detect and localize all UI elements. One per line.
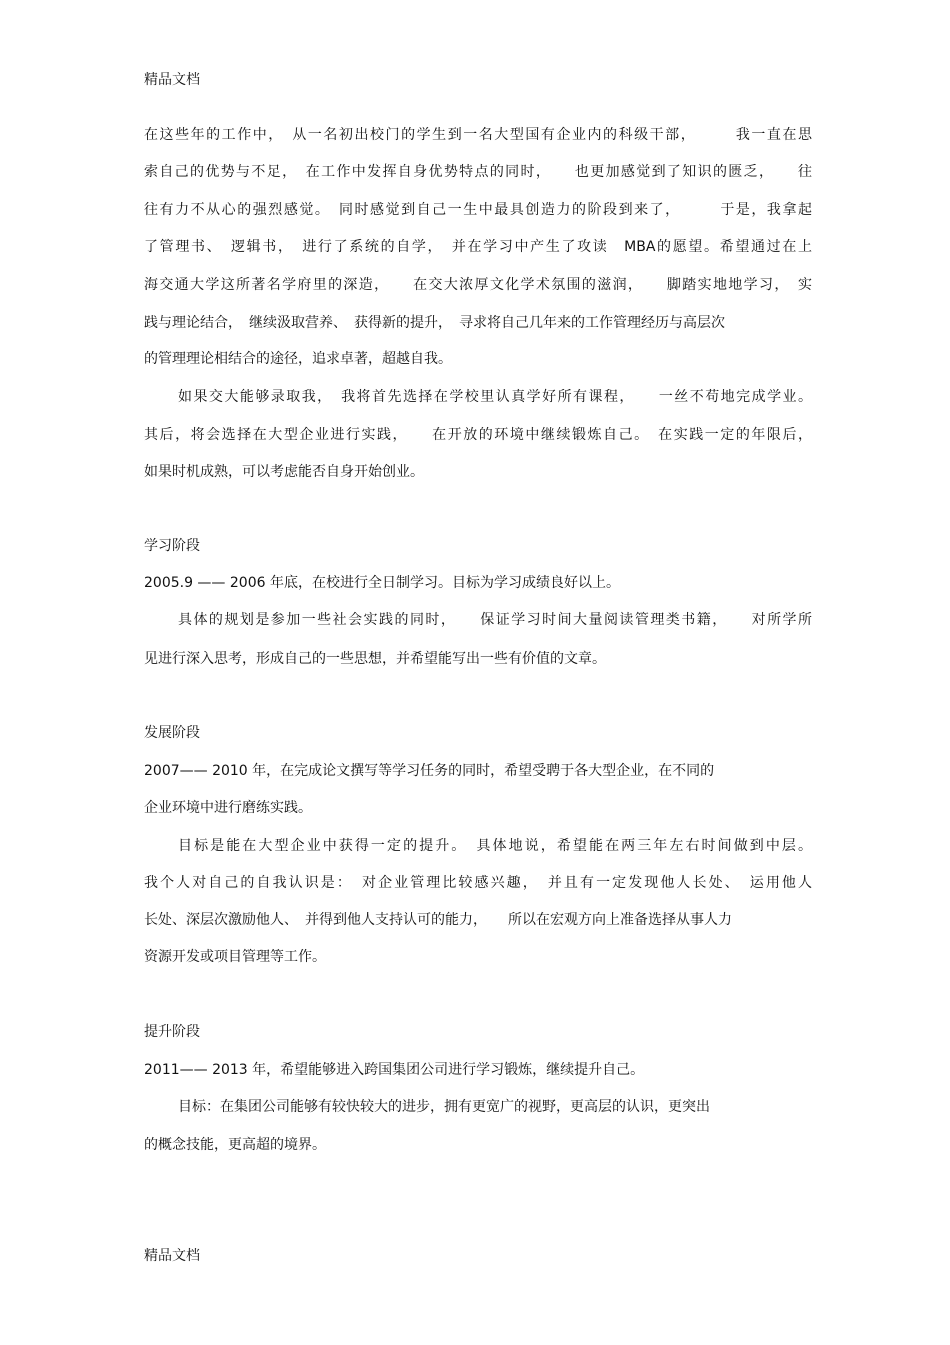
paragraph-line: 长处、深层次激励他人、 并得到他人支持认可的能力， 所以在宏观方向上准备选择从事人力	[144, 912, 732, 928]
page-header-label: 精品文档	[144, 72, 200, 88]
paragraph-line: 目标是能在大型企业中获得一定的提升。 具体地说，希望能在两三年左右时间做到中层。	[178, 838, 812, 854]
page-footer-label: 精品文档	[144, 1248, 200, 1264]
paragraph-line: 的管理理论相结合的途径，追求卓著，超越自我。	[144, 351, 452, 367]
paragraph-line: 的概念技能，更高超的境界。	[144, 1137, 326, 1153]
paragraph-line: 海交通大学这所著名学府里的深造， 在交大浓厚文化学术氛围的滋润， 脚踏实地地学习， 实	[144, 277, 812, 293]
paragraph-line: 具体的规划是参加一些社会实践的同时， 保证学习时间大量阅读管理类书籍， 对所学所	[178, 612, 812, 628]
paragraph-line: 在这些年的工作中， 从一名初出校门的学生到一名大型国有企业内的科级干部， 我一直在思	[144, 127, 812, 143]
paragraph-line: 我个人对自己的自我认识是： 对企业管理比较感兴趣， 并且有一定发现他人长处、 运用他人	[144, 875, 812, 891]
paragraph-line: 企业环境中进行磨练实践。	[144, 800, 312, 816]
paragraph-line: 资源开发或项目管理等工作。	[144, 949, 326, 965]
paragraph-line: 2011—— 2013 年，希望能够进入跨国集团公司进行学习锻炼，继续提升自己。	[144, 1062, 645, 1078]
section-heading: 学习阶段	[144, 538, 200, 554]
paragraph-line: 如果交大能够录取我， 我将首先选择在学校里认真学好所有课程， 一丝不苟地完成学业。	[178, 389, 812, 405]
paragraph-line: 如果时机成熟，可以考虑能否自身开始创业。	[144, 464, 424, 480]
paragraph-line: 了管理书、 逻辑书， 进行了系统的自学， 并在学习中产生了攻读 MBA的愿望。希望通过在上	[144, 239, 812, 255]
section-heading: 发展阶段	[144, 725, 200, 741]
paragraph-line: 见进行深入思考，形成自己的一些思想，并希望能写出一些有价值的文章。	[144, 651, 606, 667]
paragraph-line: 索自己的优势与不足， 在工作中发挥自身优势特点的同时， 也更加感觉到了知识的匮乏， 往	[144, 164, 812, 180]
section-heading: 提升阶段	[144, 1024, 200, 1040]
paragraph-line: 2007—— 2010 年，在完成论文撰写等学习任务的同时，希望受聘于各大型企业，在不同的	[144, 763, 715, 779]
paragraph-line: 目标：在集团公司能够有较快较大的进步，拥有更宽广的视野，更高层的认识，更突出	[178, 1099, 710, 1115]
paragraph-line: 践与理论结合， 继续汲取营养、 获得新的提升， 寻求将自己几年来的工作管理经历与高层次	[144, 315, 725, 331]
paragraph-line: 其后，将会选择在大型企业进行实践， 在开放的环境中继续锻炼自己。 在实践一定的年限后，	[144, 427, 812, 443]
paragraph-line: 2005.9 —— 2006 年底，在校进行全日制学习。目标为学习成绩良好以上。	[144, 575, 620, 591]
paragraph-line: 往有力不从心的强烈感觉。 同时感觉到自己一生中最具创造力的阶段到来了， 于是，我拿起	[144, 202, 812, 218]
